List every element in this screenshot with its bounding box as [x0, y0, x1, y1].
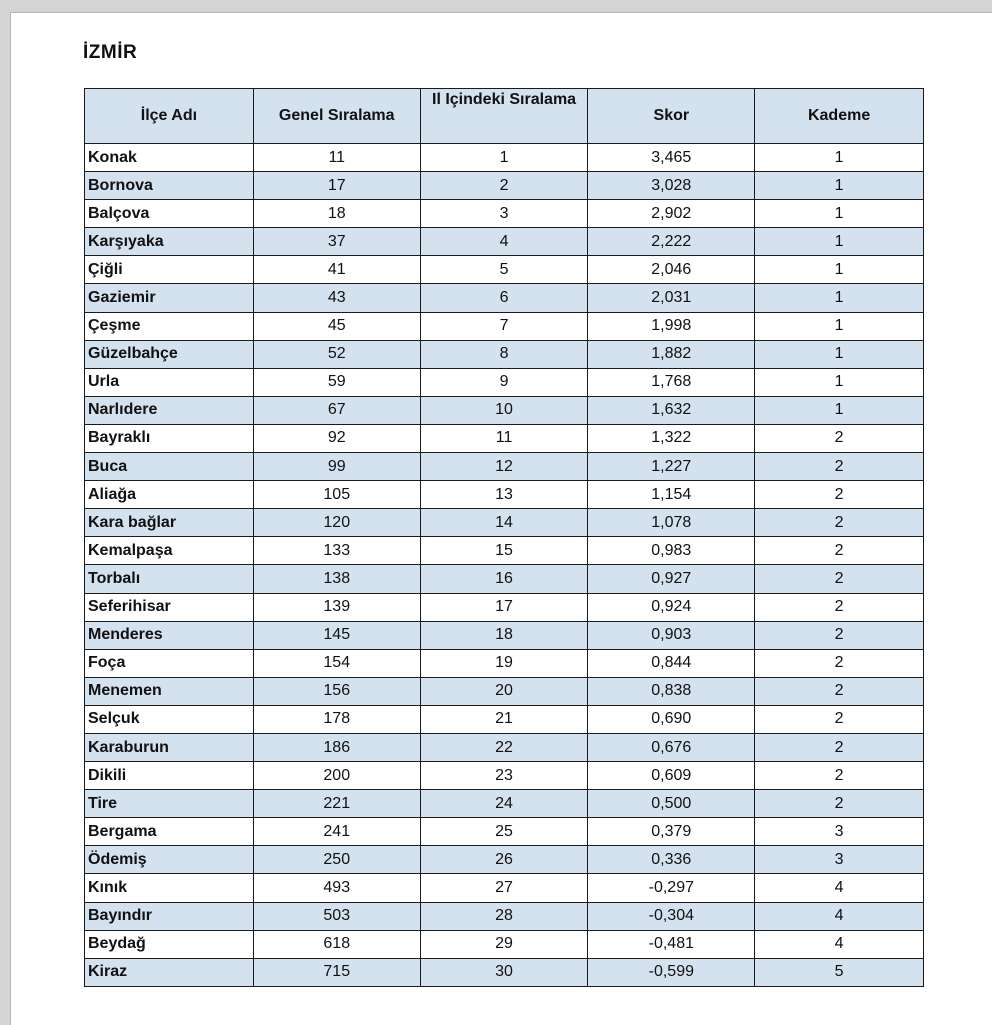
tier-cell: 1 — [755, 144, 924, 172]
tier-cell: 2 — [755, 762, 924, 790]
tier-cell: 2 — [755, 481, 924, 509]
score-cell: 2,031 — [588, 284, 755, 312]
table-row — [85, 284, 924, 312]
province-rank-cell: 1 — [420, 144, 588, 172]
score-cell: 0,844 — [588, 649, 755, 677]
header-tier: Kademe — [755, 89, 924, 144]
table-row — [85, 200, 924, 228]
district-cell: Kara bağlar — [85, 509, 254, 537]
table-row — [85, 677, 924, 705]
district-cell: Torbalı — [85, 565, 254, 593]
table-row — [85, 228, 924, 256]
province-rank-cell: 21 — [420, 705, 588, 733]
score-cell: 1,632 — [588, 396, 755, 424]
score-cell: 2,902 — [588, 200, 755, 228]
district-cell: Kiraz — [85, 958, 254, 986]
district-cell: Bergama — [85, 818, 254, 846]
province-rank-cell: 27 — [420, 874, 588, 902]
district-cell: Bayraklı — [85, 424, 254, 452]
district-cell: Çiğli — [85, 256, 254, 284]
tier-cell: 2 — [755, 509, 924, 537]
general-rank-cell: 139 — [253, 593, 420, 621]
table-row — [85, 453, 924, 481]
district-cell: Foça — [85, 649, 254, 677]
district-cell: Güzelbahçe — [85, 340, 254, 368]
district-cell: Konak — [85, 144, 254, 172]
score-cell: 1,154 — [588, 481, 755, 509]
district-cell: Balçova — [85, 200, 254, 228]
district-cell: Seferihisar — [85, 593, 254, 621]
score-cell: 0,676 — [588, 733, 755, 761]
district-cell: Beydağ — [85, 930, 254, 958]
province-rank-cell: 23 — [420, 762, 588, 790]
general-rank-cell: 41 — [253, 256, 420, 284]
general-rank-cell: 250 — [253, 846, 420, 874]
district-cell: Buca — [85, 453, 254, 481]
general-rank-cell: 45 — [253, 312, 420, 340]
province-rank-cell: 5 — [420, 256, 588, 284]
header-score: Skor — [588, 89, 755, 144]
tier-cell: 2 — [755, 649, 924, 677]
general-rank-cell: 186 — [253, 733, 420, 761]
score-cell: 0,983 — [588, 537, 755, 565]
general-rank-cell: 493 — [253, 874, 420, 902]
table-row — [85, 958, 924, 986]
province-rank-cell: 2 — [420, 172, 588, 200]
general-rank-cell: 503 — [253, 902, 420, 930]
score-cell: -0,297 — [588, 874, 755, 902]
table-row — [85, 481, 924, 509]
province-rank-cell: 17 — [420, 593, 588, 621]
general-rank-cell: 99 — [253, 453, 420, 481]
score-cell: 0,336 — [588, 846, 755, 874]
general-rank-cell: 154 — [253, 649, 420, 677]
score-cell: 0,609 — [588, 762, 755, 790]
table-row — [85, 144, 924, 172]
tier-cell: 2 — [755, 790, 924, 818]
general-rank-cell: 241 — [253, 818, 420, 846]
tier-cell: 2 — [755, 565, 924, 593]
district-cell: Çeşme — [85, 312, 254, 340]
province-rank-cell: 11 — [420, 424, 588, 452]
tier-cell: 2 — [755, 677, 924, 705]
score-cell: 1,768 — [588, 368, 755, 396]
district-cell: Bayındır — [85, 902, 254, 930]
table-row — [85, 340, 924, 368]
table-row — [85, 902, 924, 930]
general-rank-cell: 221 — [253, 790, 420, 818]
general-rank-cell: 11 — [253, 144, 420, 172]
tier-cell: 2 — [755, 705, 924, 733]
table-row — [85, 930, 924, 958]
ranking-table — [84, 88, 924, 987]
tier-cell: 1 — [755, 368, 924, 396]
header-district: İlçe Adı — [85, 89, 254, 144]
tier-cell: 3 — [755, 818, 924, 846]
province-rank-cell: 10 — [420, 396, 588, 424]
tier-cell: 1 — [755, 396, 924, 424]
table-row — [85, 537, 924, 565]
score-cell: 0,500 — [588, 790, 755, 818]
score-cell: 1,998 — [588, 312, 755, 340]
province-rank-cell: 30 — [420, 958, 588, 986]
district-cell: Ödemiş — [85, 846, 254, 874]
tier-cell: 2 — [755, 733, 924, 761]
tier-cell: 4 — [755, 874, 924, 902]
tier-cell: 2 — [755, 424, 924, 452]
table-row — [85, 172, 924, 200]
table-row — [85, 818, 924, 846]
table-row — [85, 424, 924, 452]
district-cell: Karaburun — [85, 733, 254, 761]
score-cell: 1,322 — [588, 424, 755, 452]
tier-cell: 3 — [755, 846, 924, 874]
tier-cell: 1 — [755, 340, 924, 368]
province-rank-cell: 28 — [420, 902, 588, 930]
tier-cell: 1 — [755, 256, 924, 284]
district-cell: Menderes — [85, 621, 254, 649]
province-rank-cell: 7 — [420, 312, 588, 340]
tier-cell: 2 — [755, 621, 924, 649]
score-cell: 2,222 — [588, 228, 755, 256]
province-rank-cell: 25 — [420, 818, 588, 846]
province-rank-cell: 8 — [420, 340, 588, 368]
table-row — [85, 565, 924, 593]
page-title: İZMİR — [83, 42, 138, 63]
district-cell: Menemen — [85, 677, 254, 705]
general-rank-cell: 618 — [253, 930, 420, 958]
general-rank-cell: 178 — [253, 705, 420, 733]
score-cell: 0,927 — [588, 565, 755, 593]
district-cell: Tire — [85, 790, 254, 818]
general-rank-cell: 145 — [253, 621, 420, 649]
tier-cell: 1 — [755, 200, 924, 228]
province-rank-cell: 19 — [420, 649, 588, 677]
tier-cell: 1 — [755, 284, 924, 312]
tier-cell: 2 — [755, 593, 924, 621]
general-rank-cell: 138 — [253, 565, 420, 593]
general-rank-cell: 52 — [253, 340, 420, 368]
table-row — [85, 368, 924, 396]
score-cell: -0,304 — [588, 902, 755, 930]
header-province-rank: Il Içindeki Sıralama — [420, 89, 588, 144]
table-row — [85, 312, 924, 340]
table-row — [85, 593, 924, 621]
tier-cell: 4 — [755, 930, 924, 958]
score-cell: 1,078 — [588, 509, 755, 537]
table-row — [85, 256, 924, 284]
header-general-rank: Genel Sıralama — [253, 89, 420, 144]
district-cell: Selçuk — [85, 705, 254, 733]
score-cell: 3,465 — [588, 144, 755, 172]
tier-cell: 1 — [755, 228, 924, 256]
province-rank-cell: 16 — [420, 565, 588, 593]
province-rank-cell: 22 — [420, 733, 588, 761]
province-rank-cell: 3 — [420, 200, 588, 228]
general-rank-cell: 43 — [253, 284, 420, 312]
table-row — [85, 621, 924, 649]
table-header-row — [85, 89, 924, 144]
province-rank-cell: 20 — [420, 677, 588, 705]
table-row — [85, 846, 924, 874]
province-rank-cell: 24 — [420, 790, 588, 818]
general-rank-cell: 18 — [253, 200, 420, 228]
score-cell: 0,379 — [588, 818, 755, 846]
score-cell: 0,903 — [588, 621, 755, 649]
province-rank-cell: 18 — [420, 621, 588, 649]
table-body — [85, 144, 924, 987]
score-cell: -0,599 — [588, 958, 755, 986]
tier-cell: 4 — [755, 902, 924, 930]
general-rank-cell: 133 — [253, 537, 420, 565]
tier-cell: 1 — [755, 172, 924, 200]
table-row — [85, 509, 924, 537]
table-row — [85, 649, 924, 677]
province-rank-cell: 13 — [420, 481, 588, 509]
table-row — [85, 790, 924, 818]
district-cell: Kınık — [85, 874, 254, 902]
general-rank-cell: 715 — [253, 958, 420, 986]
district-cell: Bornova — [85, 172, 254, 200]
tier-cell: 2 — [755, 537, 924, 565]
province-rank-cell: 9 — [420, 368, 588, 396]
general-rank-cell: 92 — [253, 424, 420, 452]
table-row — [85, 705, 924, 733]
score-cell: 3,028 — [588, 172, 755, 200]
score-cell: 0,690 — [588, 705, 755, 733]
score-cell: 2,046 — [588, 256, 755, 284]
province-rank-cell: 15 — [420, 537, 588, 565]
general-rank-cell: 37 — [253, 228, 420, 256]
province-rank-cell: 6 — [420, 284, 588, 312]
general-rank-cell: 120 — [253, 509, 420, 537]
district-cell: Urla — [85, 368, 254, 396]
general-rank-cell: 59 — [253, 368, 420, 396]
general-rank-cell: 156 — [253, 677, 420, 705]
table-row — [85, 733, 924, 761]
district-cell: Gaziemir — [85, 284, 254, 312]
province-rank-cell: 4 — [420, 228, 588, 256]
tier-cell: 1 — [755, 312, 924, 340]
province-rank-cell: 26 — [420, 846, 588, 874]
province-rank-cell: 12 — [420, 453, 588, 481]
district-cell: Narlıdere — [85, 396, 254, 424]
general-rank-cell: 200 — [253, 762, 420, 790]
province-rank-cell: 29 — [420, 930, 588, 958]
general-rank-cell: 67 — [253, 396, 420, 424]
general-rank-cell: 105 — [253, 481, 420, 509]
district-cell: Karşıyaka — [85, 228, 254, 256]
document-page — [10, 12, 992, 1025]
district-cell: Dikili — [85, 762, 254, 790]
score-cell: 0,838 — [588, 677, 755, 705]
district-cell: Kemalpaşa — [85, 537, 254, 565]
table-row — [85, 396, 924, 424]
table-row — [85, 762, 924, 790]
score-cell: 1,882 — [588, 340, 755, 368]
general-rank-cell: 17 — [253, 172, 420, 200]
score-cell: 0,924 — [588, 593, 755, 621]
district-cell: Aliağa — [85, 481, 254, 509]
tier-cell: 2 — [755, 453, 924, 481]
province-rank-cell: 14 — [420, 509, 588, 537]
score-cell: -0,481 — [588, 930, 755, 958]
table-row — [85, 874, 924, 902]
tier-cell: 5 — [755, 958, 924, 986]
score-cell: 1,227 — [588, 453, 755, 481]
